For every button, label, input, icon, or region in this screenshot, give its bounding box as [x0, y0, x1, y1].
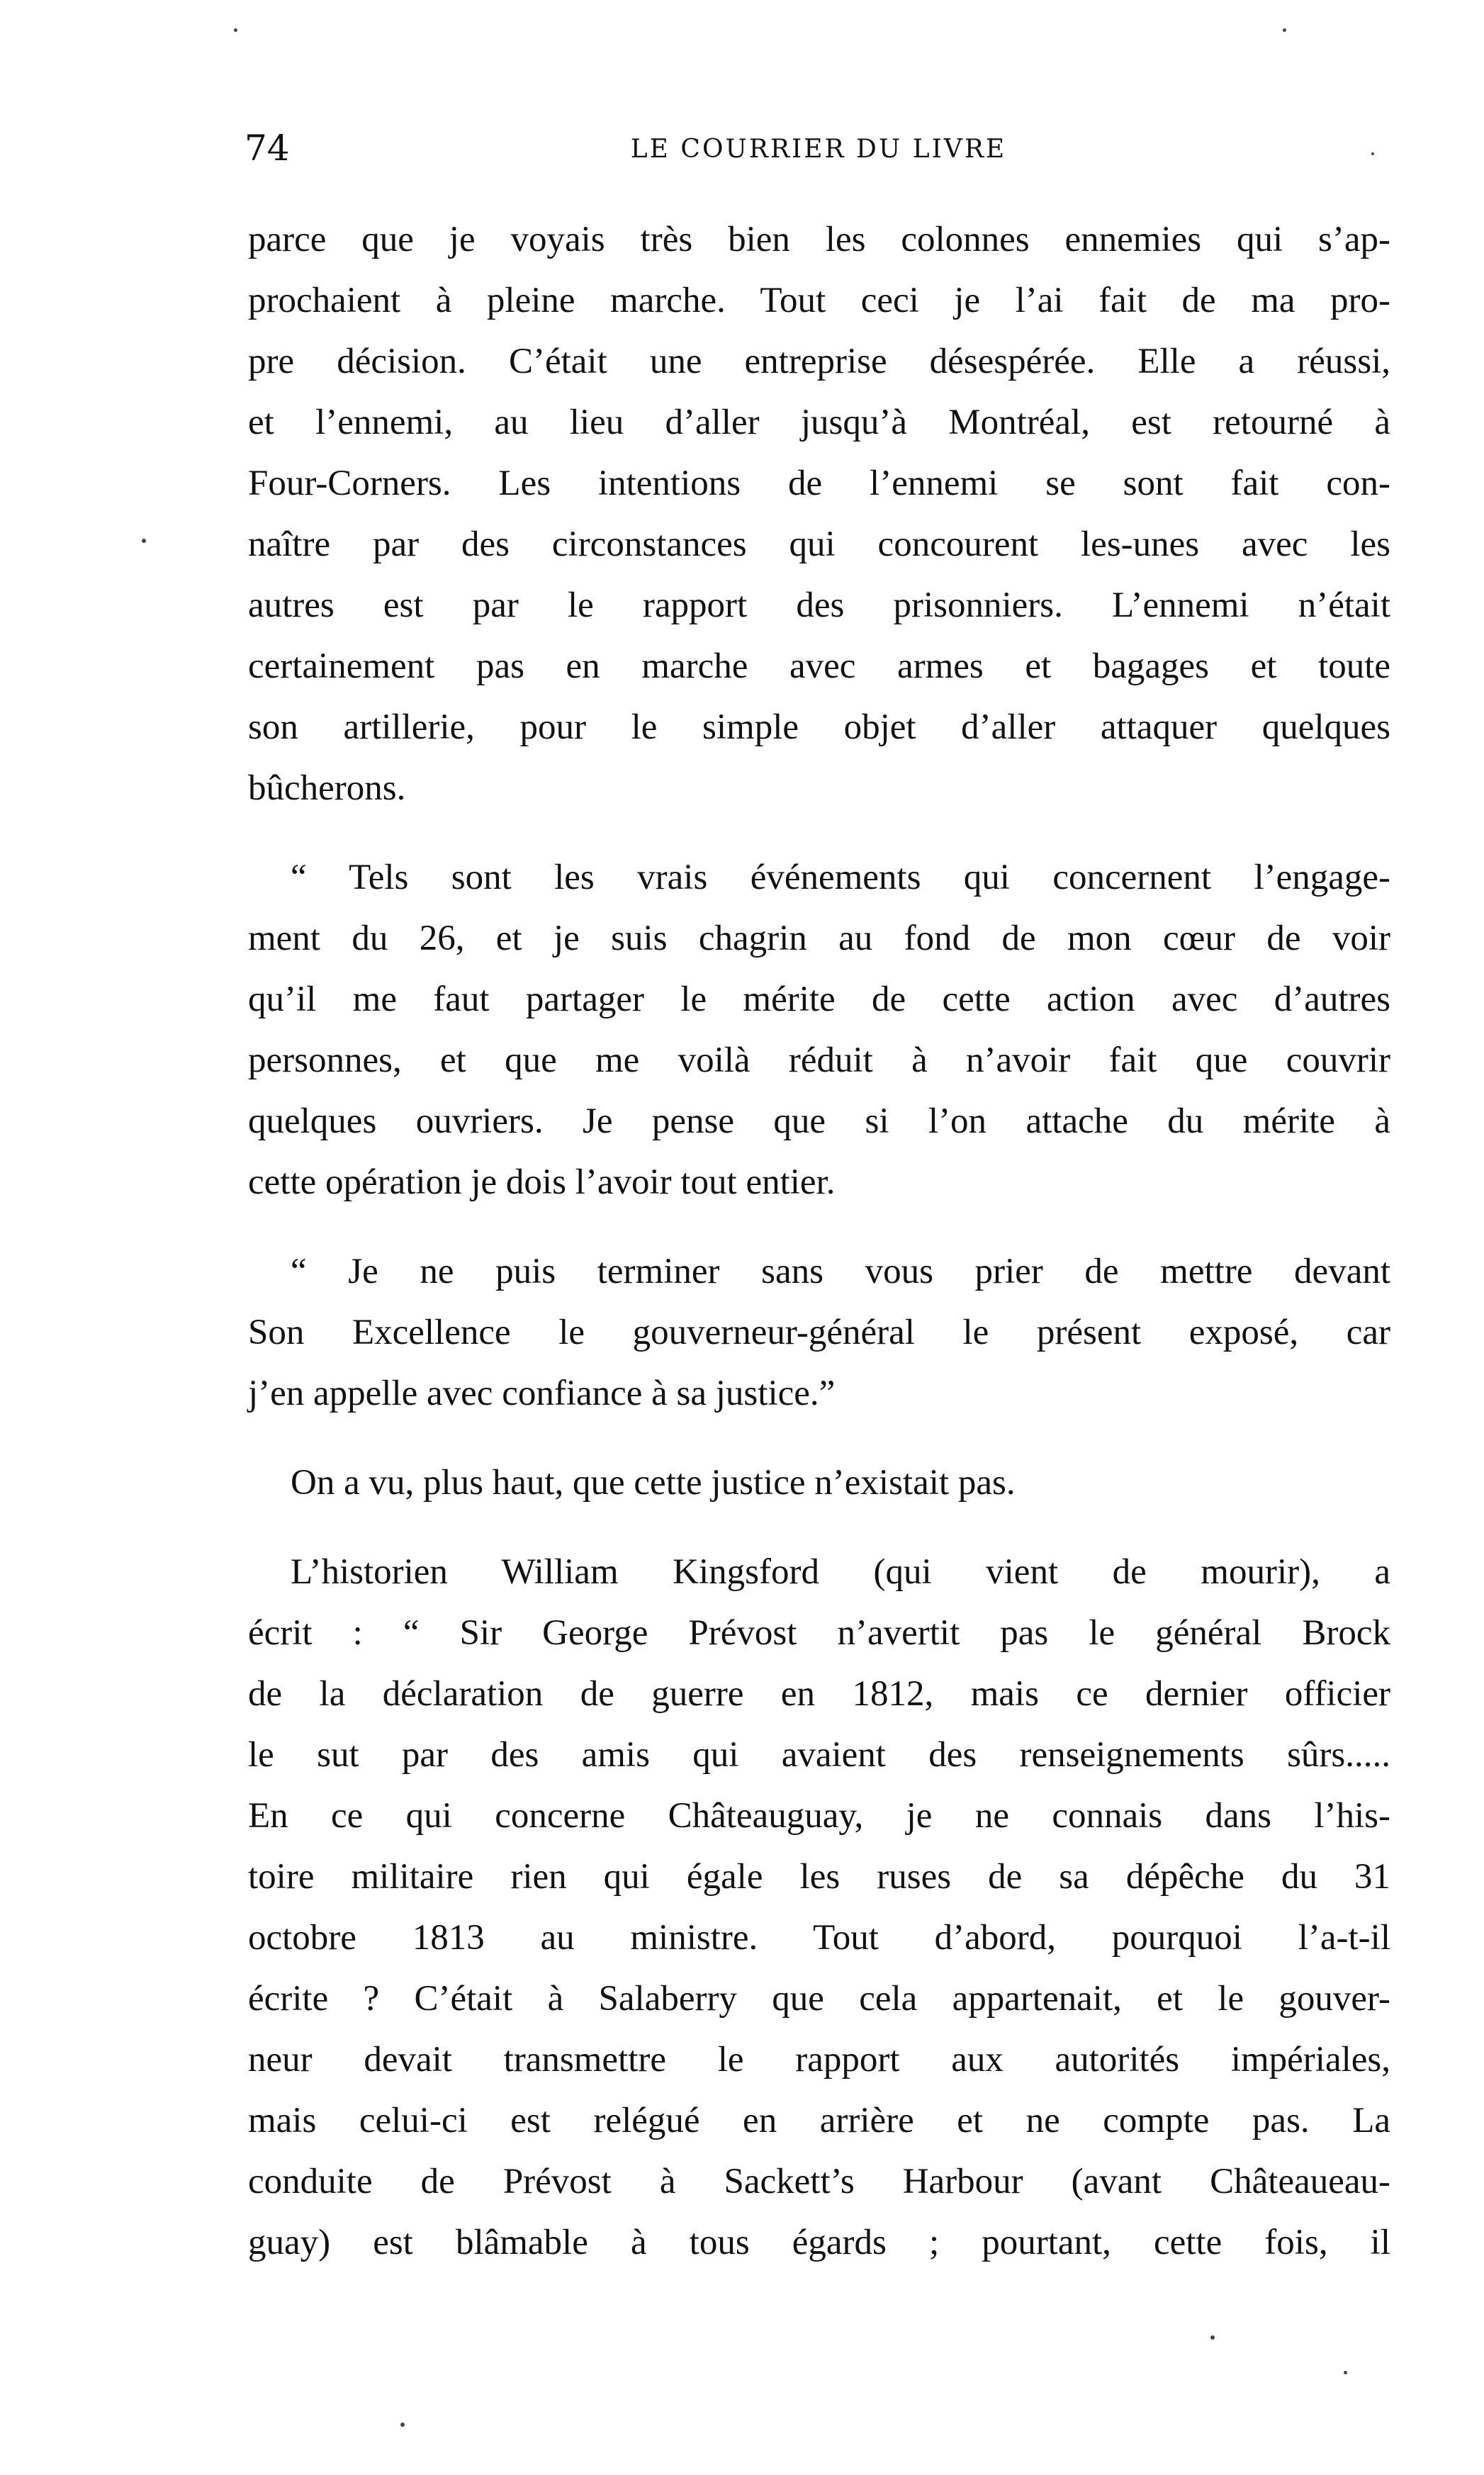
text-line: Son Excellence le gouverneur-général le présent exposé, car — [248, 1313, 1390, 1352]
text-line: guay) est blâmable à tous égards ; pourtant, cette fois, il — [248, 2223, 1390, 2262]
scan-speck — [142, 539, 146, 543]
text-line: mais celui-ci est relégué en arrière et ne compte pas. La — [248, 2101, 1390, 2140]
text-line: En ce qui concerne Châteauguay, je ne connais dans l’his- — [248, 1796, 1390, 1836]
text-line: L’historien William Kingsford (qui vient de mourir), a — [291, 1552, 1390, 1592]
text-line: cette opération je dois l’avoir tout entier. — [248, 1162, 836, 1202]
text-line: “ Je ne puis terminer sans vous prier de mettre devant — [291, 1252, 1390, 1291]
text-line: naître par des circonstances qui concourent les-unes avec les — [248, 524, 1390, 564]
scan-speck — [1210, 2335, 1215, 2340]
scan-speck — [400, 2423, 405, 2427]
running-title: LE COURRIER DU LIVRE — [630, 135, 1007, 164]
paragraph-5 — [248, 1542, 1390, 2273]
text-line: conduite de Prévost à Sackett’s Harbour (avant Châteaueau- — [248, 2162, 1390, 2201]
text-line: écrit : “ Sir George Prévost n’avertit pas le général Brock — [248, 1613, 1390, 1653]
text-line: j’en appelle avec confiance à sa justice.” — [248, 1374, 836, 1413]
scan-speck — [234, 28, 237, 32]
paragraph-2 — [248, 847, 1390, 1213]
text-line: personnes, et que me voilà réduit à n’avoir fait que couvrir — [248, 1040, 1390, 1080]
text-line: toire militaire rien qui égale les ruses de sa dépêche du 31 — [248, 1857, 1390, 1897]
paragraph-1 — [248, 209, 1390, 819]
text-line: prochaient à pleine marche. Tout ceci je l’ai fait de ma pro- — [248, 281, 1390, 320]
paragraph-4 — [248, 1452, 1390, 1513]
text-line: son artillerie, pour le simple objet d’aller attaquer quelques — [248, 707, 1390, 747]
text-line: qu’il me faut partager le mérite de cette action avec d’autres — [248, 980, 1390, 1019]
text-line: octobre 1813 au ministre. Tout d’abord, pourquoi l’a-t-il — [248, 1918, 1390, 1958]
text-line: “ Tels sont les vrais événements qui concernent l’engage- — [291, 858, 1390, 897]
page-header — [244, 128, 1393, 177]
scan-speck — [1371, 152, 1374, 155]
text-line: autres est par le rapport des prisonniers. L’ennemi n’était — [248, 585, 1390, 625]
scan-speck — [1344, 2371, 1347, 2374]
paragraph-3 — [248, 1241, 1390, 1424]
text-line: neur devait transmettre le rapport aux autorités impériales, — [248, 2040, 1390, 2080]
text-line: pre décision. C’était une entreprise désespérée. Elle a réussi, — [248, 342, 1390, 381]
text-line: le sut par des amis qui avaient des renseignements sûrs..... — [248, 1735, 1390, 1775]
text-line: de la déclaration de guerre en 1812, mais ce dernier officier — [248, 1674, 1390, 1714]
page-number: 74 — [244, 128, 290, 169]
text-line: parce que je voyais très bien les colonnes ennemies qui s’ap- — [248, 220, 1390, 259]
scan-speck — [1283, 28, 1286, 32]
body-text — [248, 209, 1390, 2273]
text-line: ment du 26, et je suis chagrin au fond de mon cœur de voir — [248, 919, 1390, 958]
text-line: et l’ennemi, au lieu d’aller jusqu’à Montréal, est retourné à — [248, 403, 1390, 442]
text-line: bûcherons. — [248, 768, 406, 808]
text-line: On a vu, plus haut, que cette justice n’existait pas. — [291, 1463, 1016, 1503]
text-line: quelques ouvriers. Je pense que si l’on attache du mérite à — [248, 1101, 1390, 1141]
text-line: Four-Corners. Les intentions de l’ennemi se sont fait con- — [248, 464, 1390, 503]
text-line: écrite ? C’était à Salaberry que cela appartenait, et le gouver- — [248, 1979, 1390, 2019]
text-line: certainement pas en marche avec armes et bagages et toute — [248, 646, 1390, 686]
